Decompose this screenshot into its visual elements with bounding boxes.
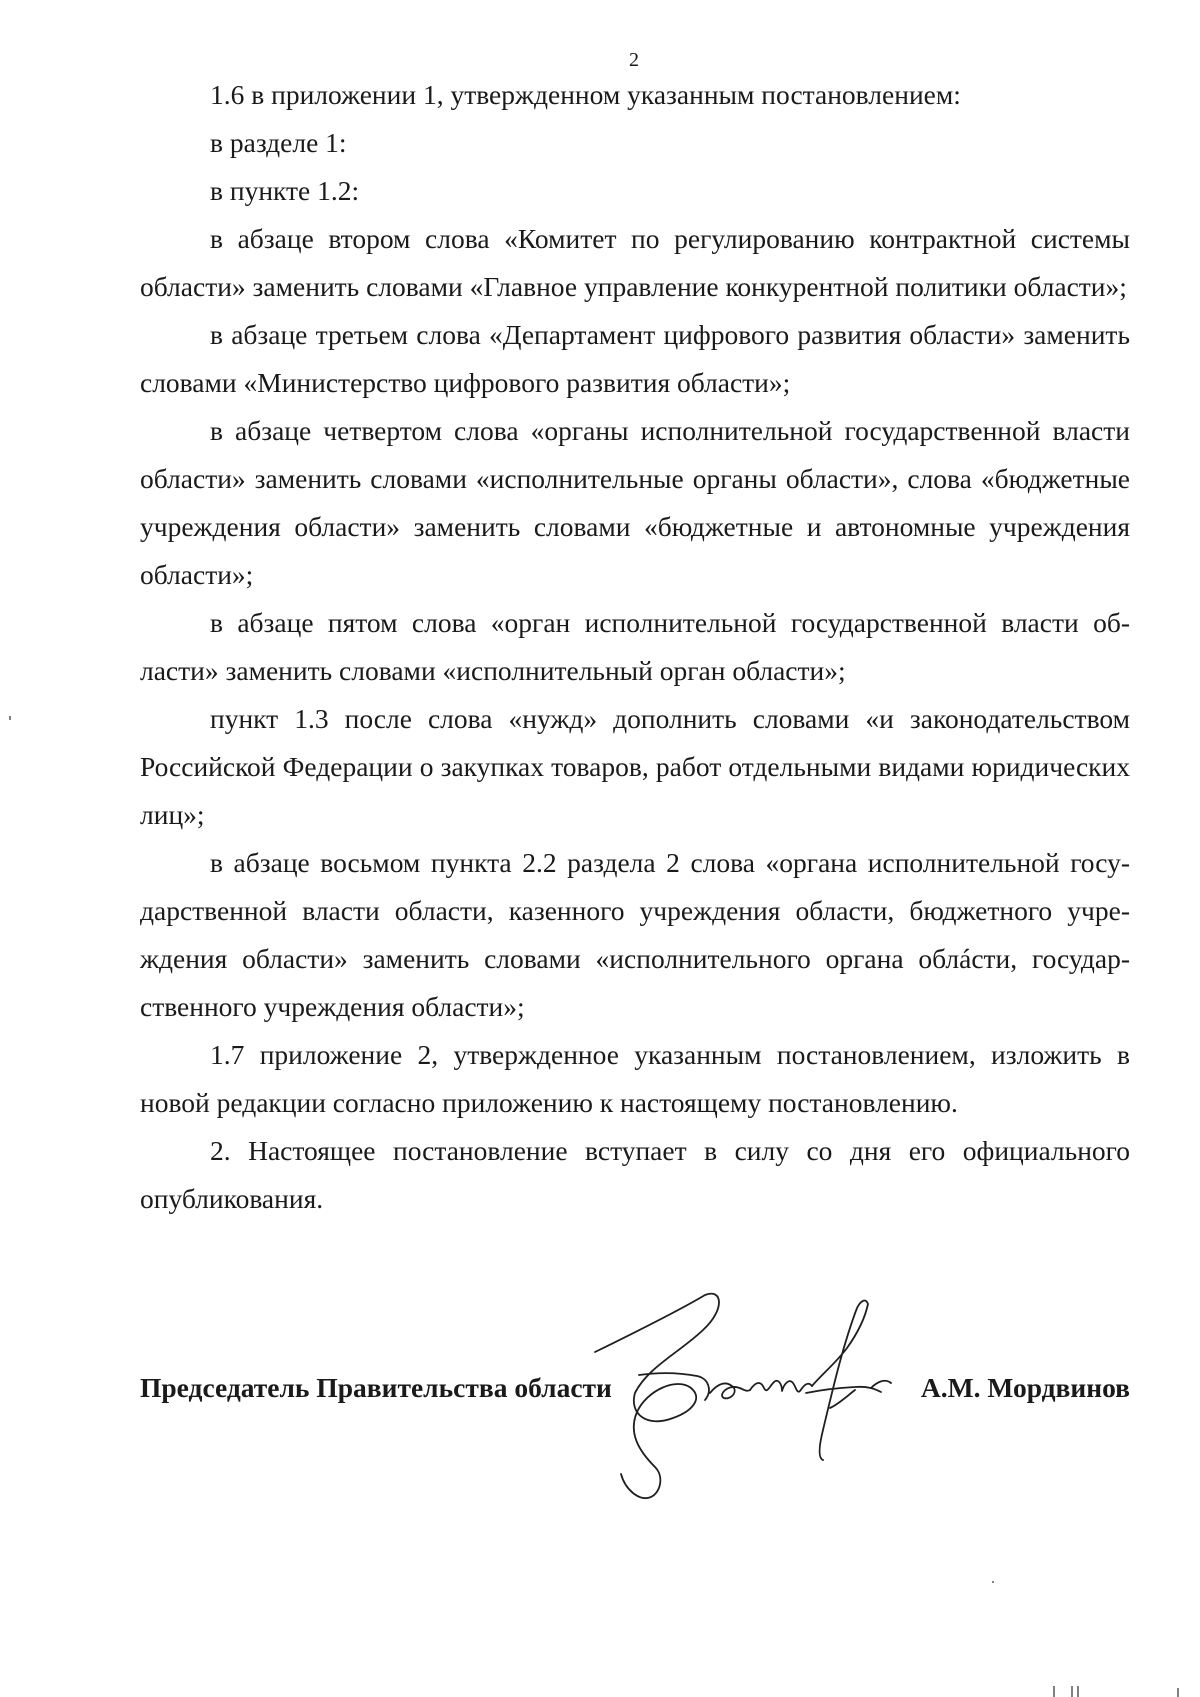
handwritten-signature-icon	[585, 1290, 930, 1515]
paragraph-2-effective: 2. Настоящее постановление вступает в силу со дня его официального опубликования.	[140, 1135, 1130, 1214]
paragraph-eighth-abzac: в абзаце восьмом пункта 2.2 раздела 2 слова «органа исполнительной государственной власти области, казенного учреждения области, бюджетного учреждения области» заменить словами «исполнительного органа облáсти, государственного учреждения области»;	[140, 847, 1130, 1022]
signer-name: А.М. Мордвинов	[920, 1372, 1130, 1403]
page-number: 2	[629, 49, 639, 71]
paragraph-item-1-2: в пункте 1.2:	[210, 175, 360, 206]
paragraph-1-6: 1.6 в приложении 1, утвержденном указанным постановлением:	[210, 79, 961, 110]
paragraph-third-abzac: в абзаце третьем слова «Департамент цифрового развития области» заменить словами «Министерство цифрового развития области»;	[140, 319, 1130, 398]
signer-position: Председатель Правительства области	[140, 1372, 612, 1403]
paragraph-section-1: в разделе 1:	[210, 127, 347, 158]
paragraph-fourth-abzac: в абзаце четвертом слова «органы исполнительной государственной власти области» заменить словами «исполнительные органы области», слова «бюджетные учреждения области» заменить словами «бюджетные и автономные учреждения области»;	[140, 415, 1130, 590]
paragraph-fifth-abzac: в абзаце пятом слова «орган исполнительной государственной власти области» заменить словами «исполнительный орган области»;	[140, 607, 1130, 686]
paragraph-second-abzac: в абзаце втором слова «Комитет по регулированию контрактной системы области» заменить словами «Главное управление конкурентной политики области»;	[140, 223, 1130, 302]
paragraph-item-1-3: пункт 1.3 после слова «нужд» дополнить словами «и законодательством Российской Федерации о закупках товаров, работ отдельными видами юридических лиц»;	[140, 703, 1130, 830]
document-body	[140, 71, 1130, 1223]
paragraph-1-7: 1.7 приложение 2, утвержденное указанным постановлением, изложить в новой редакции согласно приложению к настоящему постановлению.	[140, 1039, 1130, 1118]
